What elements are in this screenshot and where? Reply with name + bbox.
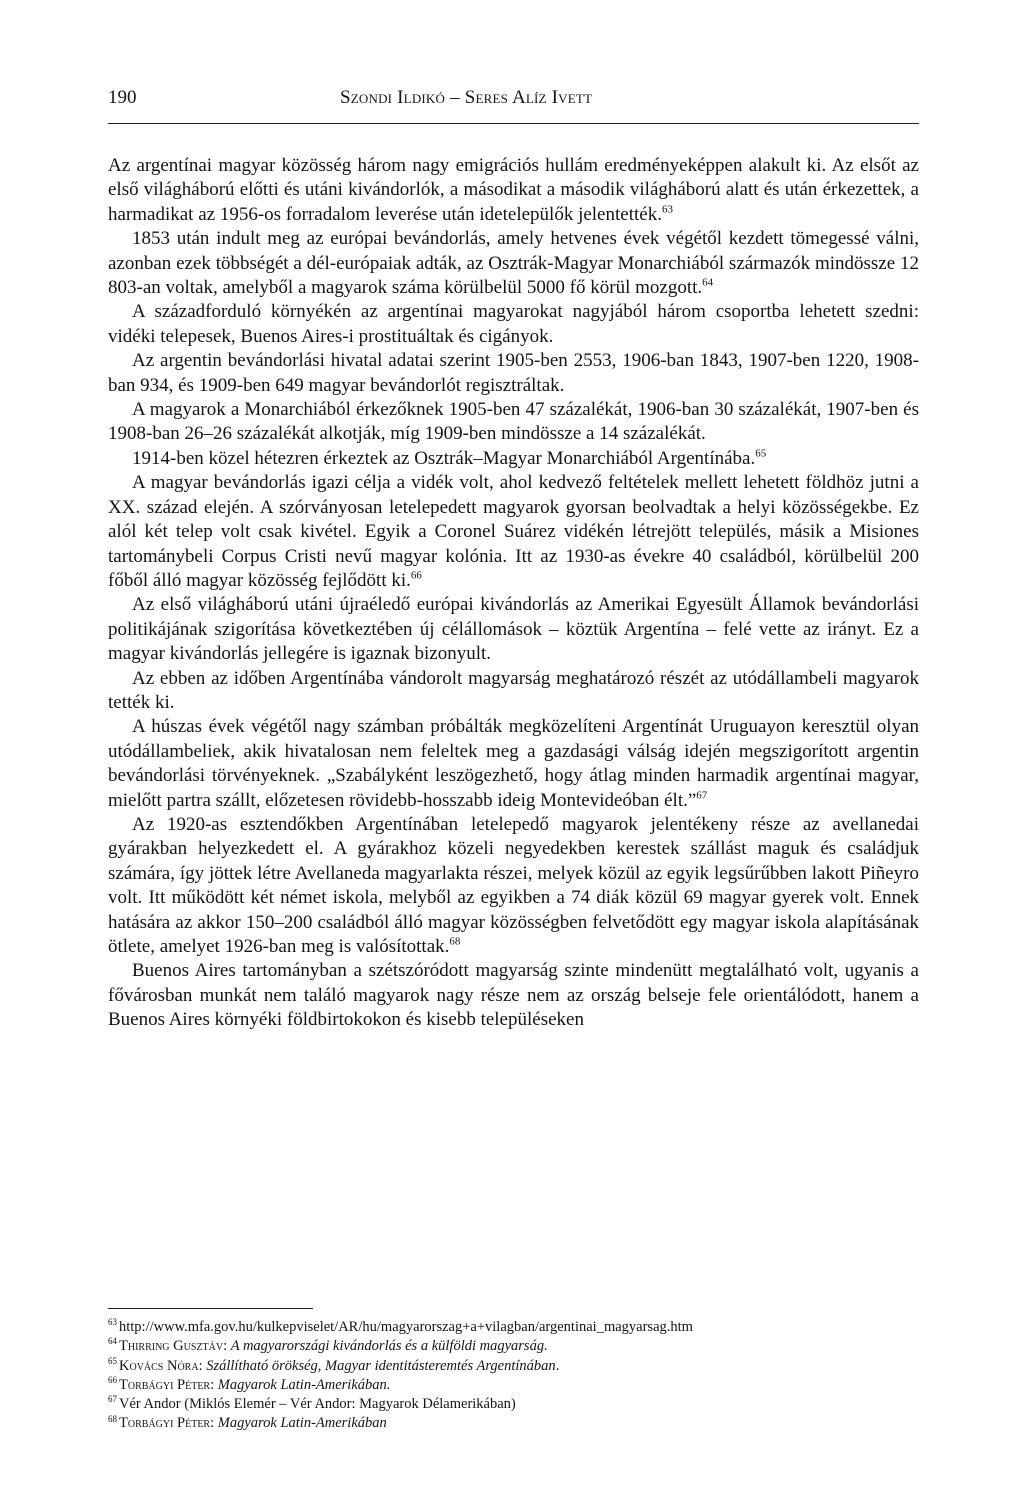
paragraph: A századforduló környékén az argentínai magyarokat nagyjából három csoportba lehetett szedni: vidéki telepesek, Buenos Aires-i prostituáltak és cigányok.	[108, 301, 919, 347]
footnote-ref: 67	[696, 789, 708, 802]
footnote-68: $^{68}$ Torbágyi Péter: Magyarok Latin-Amerikában	[108, 1413, 387, 1432]
footnote-link[interactable]: http://www.mfa.gov.hu/kulkepviselet/AR/hu/magyarorszag+a+vilagban/argentinai_magyarsag.htm	[119, 1319, 693, 1335]
footnote-ref: 68	[449, 935, 461, 948]
page-number: 190	[108, 87, 137, 108]
footnote-66: $^{66}$ Torbágyi Péter: Magyarok Latin-Amerikában.	[108, 1375, 391, 1393]
footnote-ref: 66	[410, 569, 422, 582]
paragraph: A magyarok a Monarchiából érkezőknek 1905-ben 47 százalékát, 1906-ban 30 százalékát, 1907-ben és 1908-ban 26–26 százalékát alkotják, míg 1909-ben mindössze a 14 százalékát.	[108, 399, 919, 445]
paragraph: 1853 után indult meg az európai bevándorlás, amely hetvenes évek végétől kezdett tömegessé válni, azonban ezek többségét a dél-európaiak adták, az Osztrák-Magyar Monarchiából származók mindössze 12 803-an voltak, amelyből a magyarok száma körülbelül 5000 fő körül mozgott.$^{64}$	[108, 228, 919, 299]
paragraph: A magyar bevándorlás igazi célja a vidék volt, ahol kedvező feltételek mellett lehetett földhöz jutni a XX. század elején. A szórványosan letelepedett magyarok gyorsan beolvadtak a helyi közösségekbe. Ez alól két telep volt csak kivétel. Egyik a Coronel Suárez vidékén létrejött település, másik a Misiones tartománybeli Corpus Cristi nevű magyar kolónia. Itt az 1930-as évekre 40 családból, körülbelül 200 főből álló magyar közösség fejlődött ki.$^{66}$	[108, 472, 919, 591]
running-head: Szondi Ildikó – Seres Alíz Ivett	[340, 87, 593, 108]
paragraph: 1914-ben közel hétezren érkeztek az Osztrák–Magyar Monarchiából Argentínába.$^{65}$	[132, 447, 767, 469]
paragraph: Az első világháború utáni újraéledő európai kivándorlás az Amerikai Egyesült Államok bevándorlási politikájának szigorítása következtében új célállomások – köztük Argentína – felé vette az irányt. Ez a magyar kivándorlás jellegére is igaznak bizonyult.	[108, 594, 919, 665]
footnote-ref: 65	[755, 447, 767, 460]
footnote-65: $^{65}$ Kovács Nóra: Szállítható örökség, Magyar identitásteremtés Argentínában.	[108, 1355, 560, 1374]
paragraph: Buenos Aires tartományban a szétszóródott magyarság szinte mindenütt megtalálható volt, ugyanis a fővárosban munkát nem találó magyarok nagy része nem az ország belseje fele orientálódott, hanem a Buenos Aires környéki földbirtokokon és kisebb településeken	[108, 960, 919, 1031]
paragraph: Az argentin bevándorlási hivatal adatai szerint 1905-ben 2553, 1906-ban 1843, 1907-ben 1220, 1908-ban 934, és 1909-ben 649 magyar bevándorlót regisztráltak.	[108, 350, 919, 396]
paragraph: Az argentínai magyar közösség három nagy emigrációs hullám eredményeképpen alakult ki. Az elsőt az első világháború előtti és utáni kivándorlók, a másodikat a második világháború alatt és után érkezettek, a harmadikat az 1956-os forradalom leverése után idetelepülők jelentették.$^{63}$	[108, 155, 919, 225]
footnote-ref: 64	[702, 276, 714, 289]
paragraph: Az 1920-as esztendőkben Argentínában letelepedő magyarok jelentékeny része az avellanedai gyárakban helyezkedett el. A gyárakhoz közeli negyedekben kerestek szállást maguk és családjuk számára, így jöttek létre Avellaneda magyarlakta részei, melyek közül az egyik legsűrűbben lakott Piñeyro volt. Itt működött két német iskola, melyből az egyikben a 74 diák közül 69 magyar gyerek volt. Ennek hatására az akkor 150–200 családból álló magyar közösségben felvetődött egy magyar iskola alapításának ötlete, amelyet 1926-ban meg is valósítottak.$^{68}$	[108, 813, 919, 957]
paragraph: Az ebben az időben Argentínába vándorolt magyarság meghatározó részét az utódállambeli magyarok tették ki.	[108, 667, 919, 713]
paragraph: A húszas évek végétől nagy számban próbálták megközelíteni Argentínát Uruguayon keresztül olyan utódállambeliek, akik hivatalosan nem feleltek meg a gazdasági válság idején megszigorított argentin bevándorlási törvényeknek. „Szabályként leszögezhető, hogy átlag minden harmadik argentínai magyar, mielőtt partra szállt, előzetesen rövidebb-hosszabb ideig Montevideóban élt.”$^{67}$	[108, 716, 919, 811]
page-header	[108, 86, 919, 116]
footnote-63: $^{63}$ http://www.mfa.gov.hu/kulkepviselet/AR/hu/magyarorszag+a+vilagban/argentinai_magyarsag.htm	[108, 1317, 693, 1335]
header-rule	[108, 123, 919, 124]
footnote-64: $^{64}$ Thirring Gusztáv: A magyarországi kivándorlás és a külföldi magyarság.	[108, 1336, 548, 1355]
body-text	[108, 154, 919, 1033]
footnote-67: $^{67}$ Vér Andor (Miklós Elemér – Vér Andor: Magyarok Délamerikában)	[108, 1394, 516, 1413]
footnote-ref: 63	[661, 203, 673, 216]
footnotes	[108, 1318, 919, 1434]
footnote-rule	[108, 1308, 313, 1309]
